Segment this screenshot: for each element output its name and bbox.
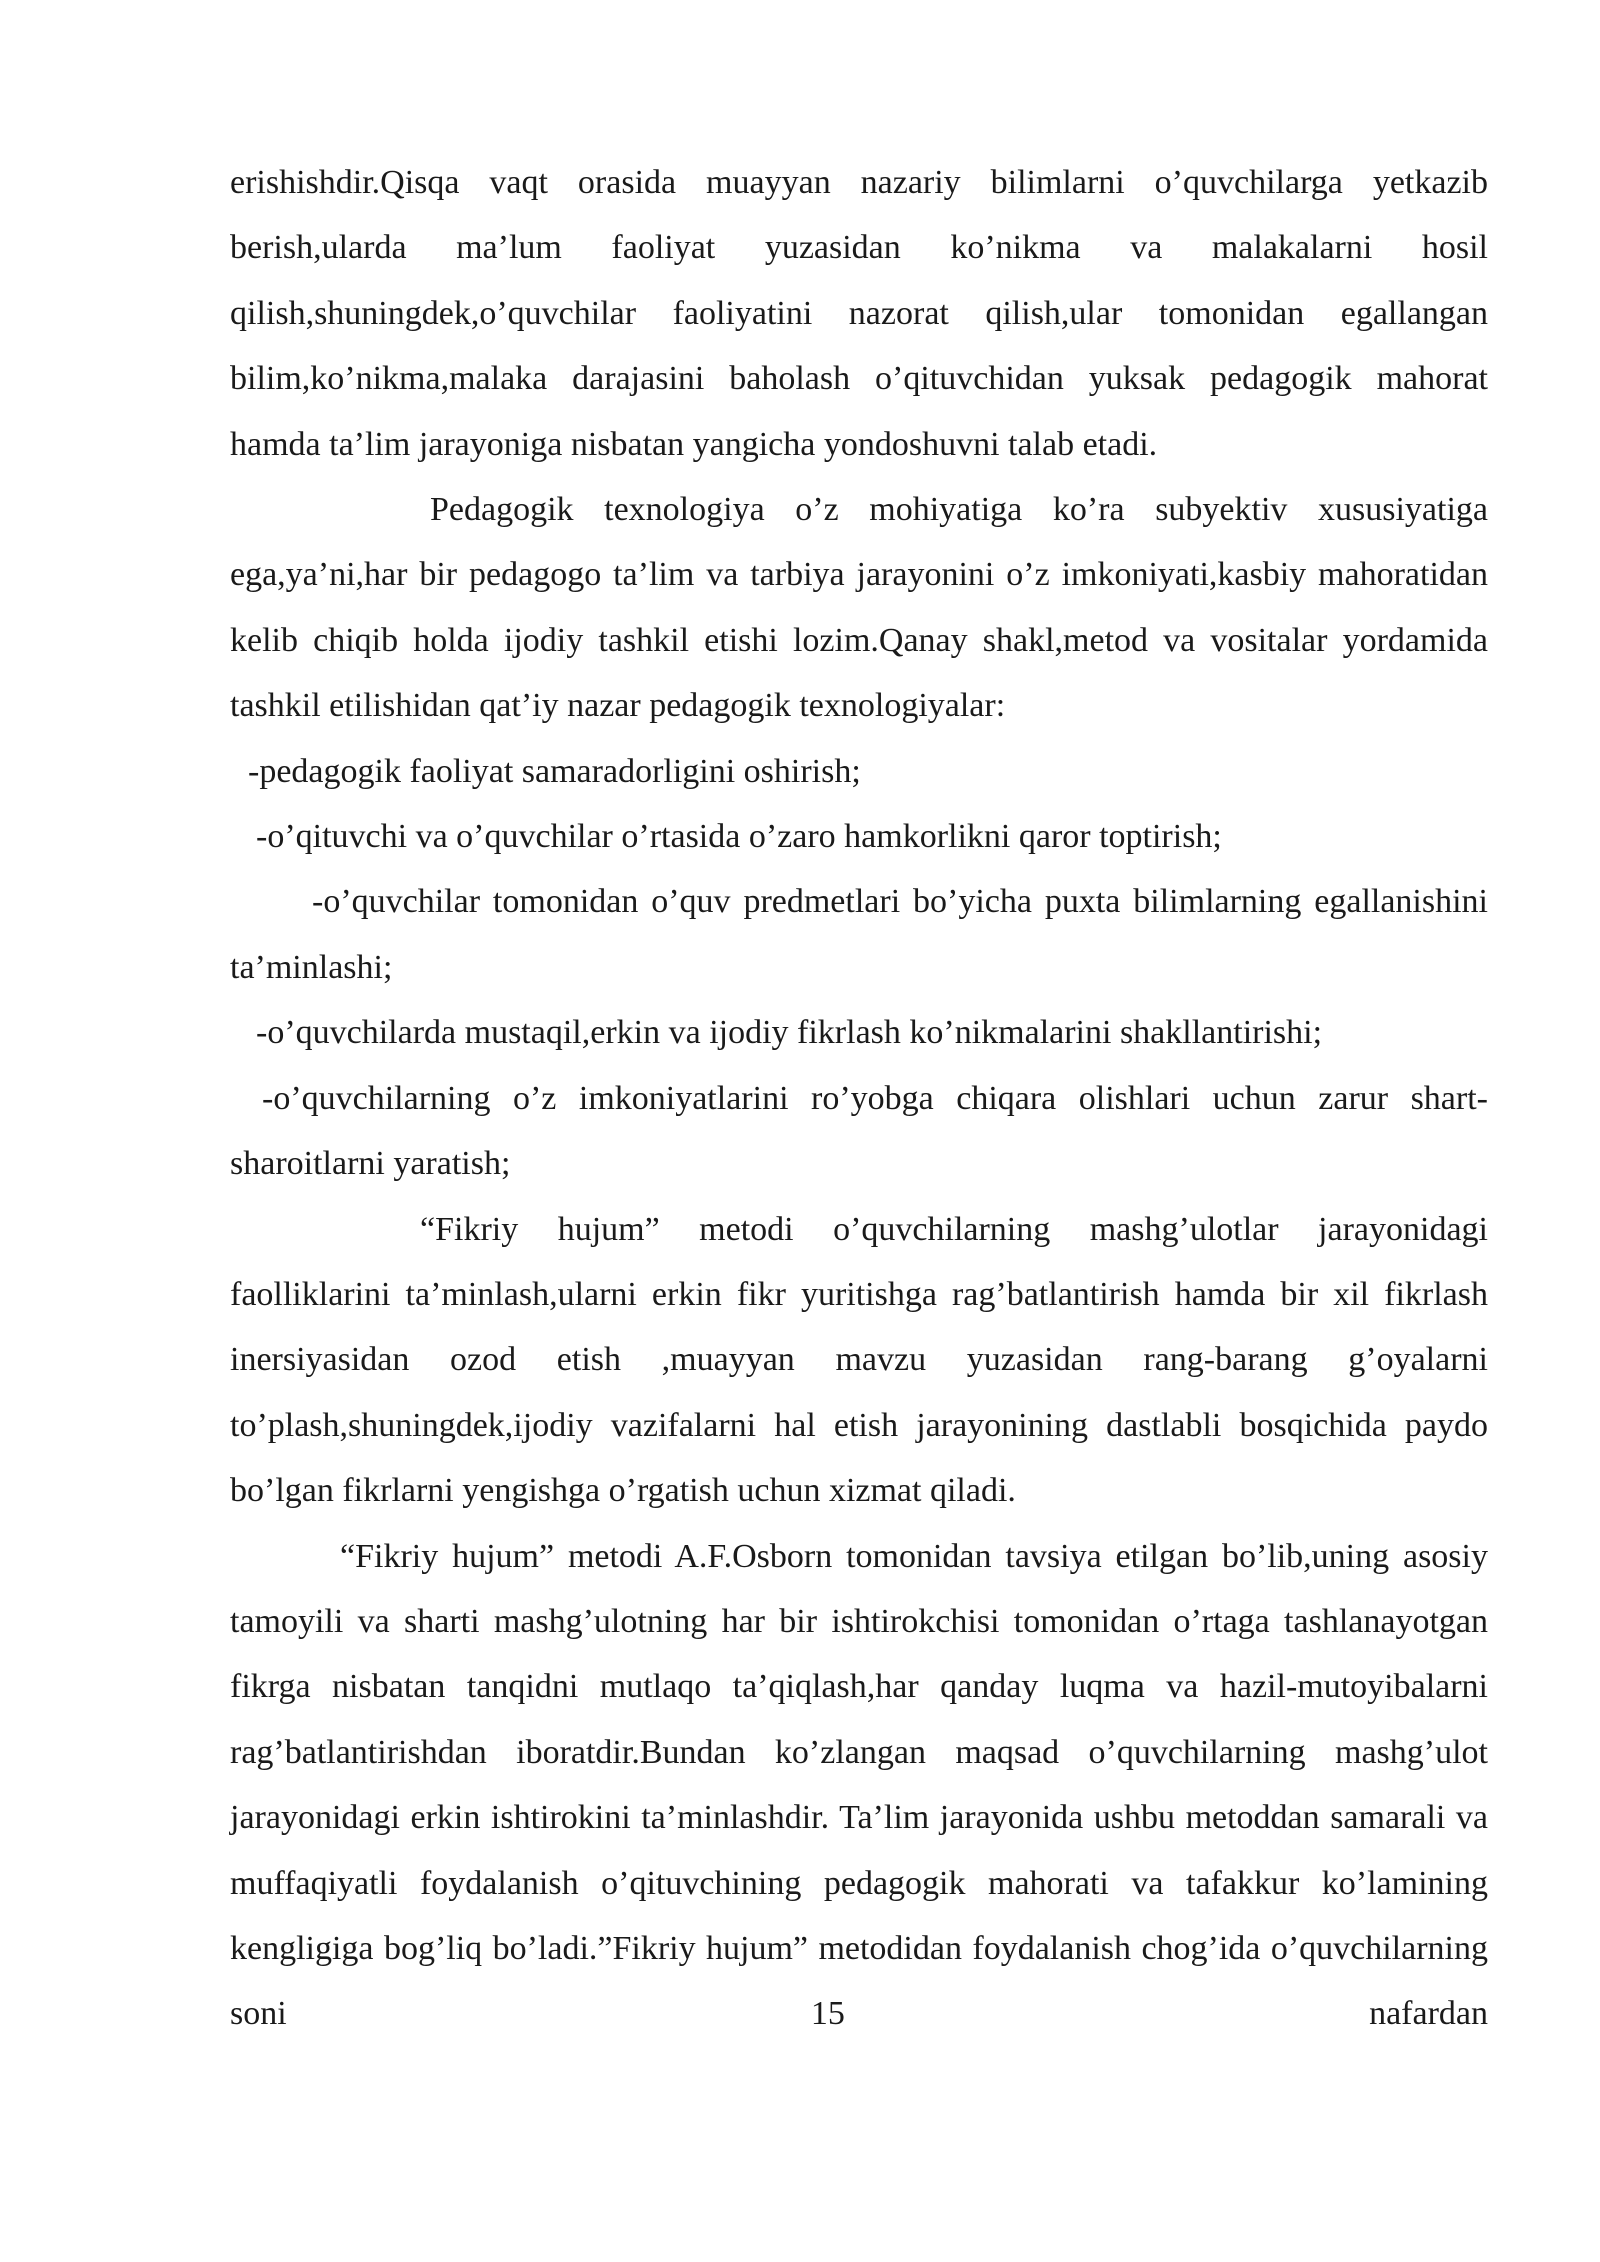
paragraph-brainstorm-purpose: “Fikriy hujum” metodi o’quvchilarning mashg’ulotlar jarayonidagi faolliklarini ta’minlash,ularni erkin fikr yuritishga rag’batlantirish hamda bir xil fikrlash inersiyasidan ozod etish ,muayyan mavzu yuzasidan rang-barang g’oyalarni to’plash,shuningdek,ijodiy vazifalarni hal etish jarayonining dastlabli bosqichida paydo bo’lgan fikrlarni yengishga o’rgatish uchun xizmat qiladi. bbox=[230, 1210, 1488, 1510]
list-item-efficiency: -pedagogik faoliyat samaradorligini oshirish; bbox=[248, 752, 861, 790]
list-item-knowledge: -o’quvchilar tomonidan o’quv predmetlari bo’yicha puxta bilimlarning egallanishini ta’minlashi; bbox=[230, 883, 1488, 986]
paragraph-brainstorm-osborn: “Fikriy hujum” metodi A.F.Osborn tomonidan tavsiya etilgan bo’lib,uning asosiy tamoyili va sharti mashg’ulotning har bir ishtirokchisi tomonidan o’rtaga tashlanayotgan fikrga nisbatan tanqidni mutlaqo ta’qiqlash,har qanday luqma va hazil-mutoyibalarni rag’batlantirishdan iboratdir.Bundan ko’zlangan maqsad o’quvchilarning mashg’ulot jarayonidagi erkin ishtirokini ta’minlashdir. Ta’lim jarayonida ushbu metoddan samarali va muffaqiyatli foydalanish o’qituvchining pedagogik mahorati va tafakkur ko’lamining kengligiga bog’liq bo’ladi.”Fikriy hujum” metodidan foydalanish chog’ida o’quvchilarning soni 15 nafardan bbox=[230, 1537, 1488, 2033]
list-item-cooperation: -o’qituvchi va o’quvchilar o’rtasida o’zaro hamkorlikni qaror toptirish; bbox=[256, 818, 1222, 856]
document-page bbox=[230, 150, 1488, 2047]
paragraph-intro: erishishdir.Qisqa vaqt orasida muayyan nazariy bilimlarni o’quvchilarga yetkazib berish,ularda ma’lum faoliyat yuzasidan ko’nikma va malakalarni hosil qilish,shuningdek,o’quvchilar faoliyatini nazorat qilish,ular tomonidan egallangan bilim,ko’nikma,malaka darajasini baholash o’qituvchidan yuksak pedagogik mahorat hamda ta’lim jarayoniga nisbatan yangicha yondoshuvni talab etadi. bbox=[230, 164, 1488, 463]
list-item-independent-thinking: -o’quvchilarda mustaqil,erkin va ijodiy fikrlash ko’nikmalarini shakllantirishi; bbox=[256, 1014, 1323, 1052]
list-item-conditions: -o’quvchilarning o’z imkoniyatlarini ro’yobga chiqara olishlari uchun zarur shart-sharoitlarni yaratish; bbox=[230, 1079, 1488, 1183]
paragraph-pedagogical-technology: Pedagogik texnologiya o’z mohiyatiga ko’ra subyektiv xususiyatiga ega,ya’ni,har bir pedagogo ta’lim va tarbiya jarayonini o’z imkoniyati,kasbiy mahoratidan kelib chiqib holda ijodiy tashkil etishi lozim.Qanay shakl,metod va vositalar yordamida tashkil etilishidan qat’iy nazar pedagogik texnologiyalar: bbox=[230, 491, 1488, 725]
